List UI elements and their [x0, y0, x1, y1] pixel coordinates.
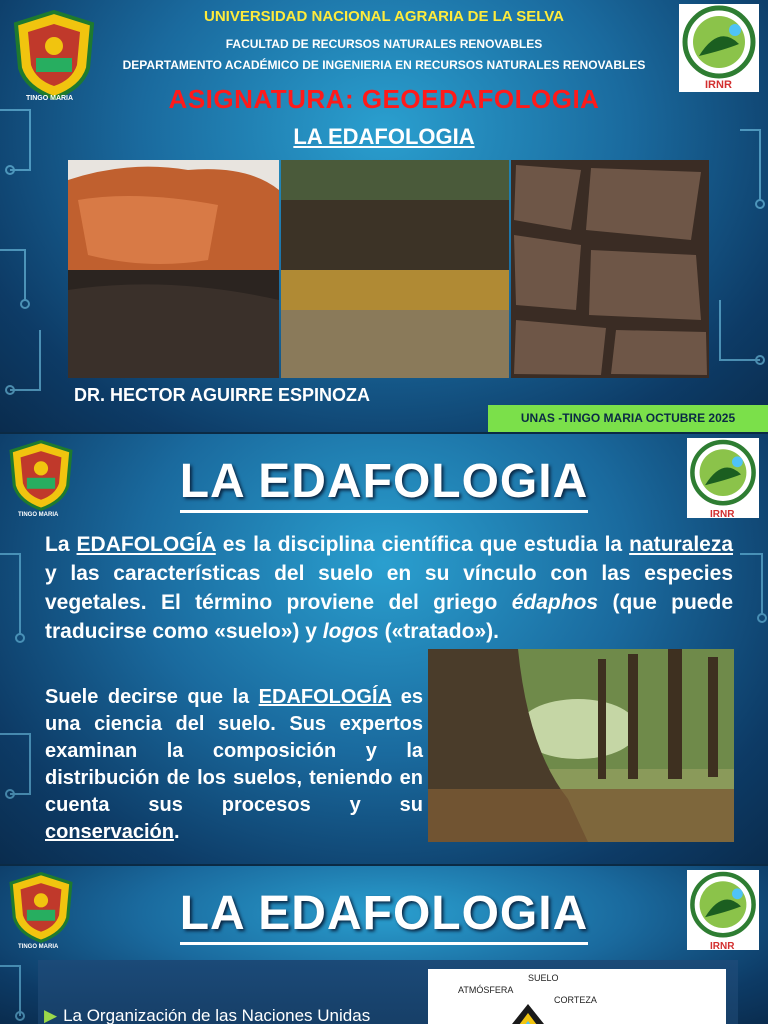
logo-right-label: IRNR: [710, 941, 735, 952]
forest-photo: [428, 649, 734, 842]
soil-profile-photo: [281, 160, 509, 378]
text-run: La: [45, 533, 77, 556]
diagram-label-suelo: SUELO: [528, 973, 559, 983]
logo-left-label: TINGO MARIA: [18, 512, 59, 518]
slide-1: [0, 0, 768, 432]
edaphos-term: édaphos: [511, 591, 599, 614]
footer-text: UNAS -TINGO MARIA OCTUBRE 2025: [520, 411, 736, 425]
department-name: DEPARTAMENTO ACADÉMICO DE INGENIERIA EN RECURSOS NATURALES RENOVABLES: [122, 58, 646, 72]
cracked-soil-photo: [511, 160, 709, 378]
bullet-text: La Organización de las Naciones Unidas: [63, 1006, 371, 1024]
layers-wedge: [498, 999, 558, 1024]
text-run: es la disciplina científica que estudia la: [215, 533, 630, 556]
slide-2: [0, 434, 768, 864]
text-run: .: [173, 821, 180, 843]
diagram-label-corteza: CORTEZA: [554, 995, 597, 1005]
slide3-title: [0, 886, 768, 941]
slide2-title-text: LA EDAFOLOGIA: [180, 455, 589, 513]
edafologia-link[interactable]: EDAFOLOGÍA: [76, 533, 216, 556]
diagram-label-atmosfera: ATMÓSFERA: [458, 985, 514, 995]
text-run: y las características del suelo en su vínculo con las especies vegetales. El término proviene del griego: [45, 562, 733, 614]
text-run: («tratado»).: [378, 620, 499, 643]
science-paragraph: [45, 684, 423, 846]
footer-banner: [488, 405, 768, 432]
slide-3: [0, 866, 768, 1024]
text-run: (que puede traducirse como «suelo») y: [45, 591, 733, 643]
logo-left-label: TINGO MARIA: [26, 95, 74, 102]
naturaleza-link[interactable]: naturaleza: [629, 533, 734, 556]
earth-layers-diagram: [428, 969, 726, 1024]
slide2-title: [0, 454, 768, 509]
course-title: ASIGNATURA: GEOEDAFOLOGIA: [168, 84, 600, 114]
text-run: es una ciencia del suelo. Sus expertos examinan la composición y la distribución de los suelos, teniendo en cuenta sus procesos y su: [45, 686, 423, 816]
edafologia-link[interactable]: EDAFOLOGÍA: [258, 686, 392, 708]
slide3-title-text: LA EDAFOLOGIA: [180, 887, 589, 945]
conservacion-link[interactable]: conservación: [45, 821, 174, 843]
bullet-arrow-icon: ▶: [44, 1006, 58, 1024]
logo-right-label: IRNR: [710, 509, 735, 520]
slide1-subtitle: LA EDAFOLOGIA: [293, 124, 475, 149]
definition-paragraph: [45, 530, 733, 646]
author-name: DR. HECTOR AGUIRRE ESPINOZA: [74, 385, 371, 405]
logo-left-label: TINGO MARIA: [18, 944, 59, 950]
university-name: UNIVERSIDAD NACIONAL AGRARIA DE LA SELVA: [203, 8, 564, 25]
logos-term: logos: [322, 620, 379, 643]
logo-right-label: IRNR: [705, 79, 732, 91]
bullet-item: [44, 1006, 370, 1024]
faculty-name: FACULTAD DE RECURSOS NATURALES RENOVABLES: [225, 37, 543, 51]
text-run: Suele decirse que la: [45, 686, 259, 708]
clay-soil-photo: [68, 160, 279, 378]
